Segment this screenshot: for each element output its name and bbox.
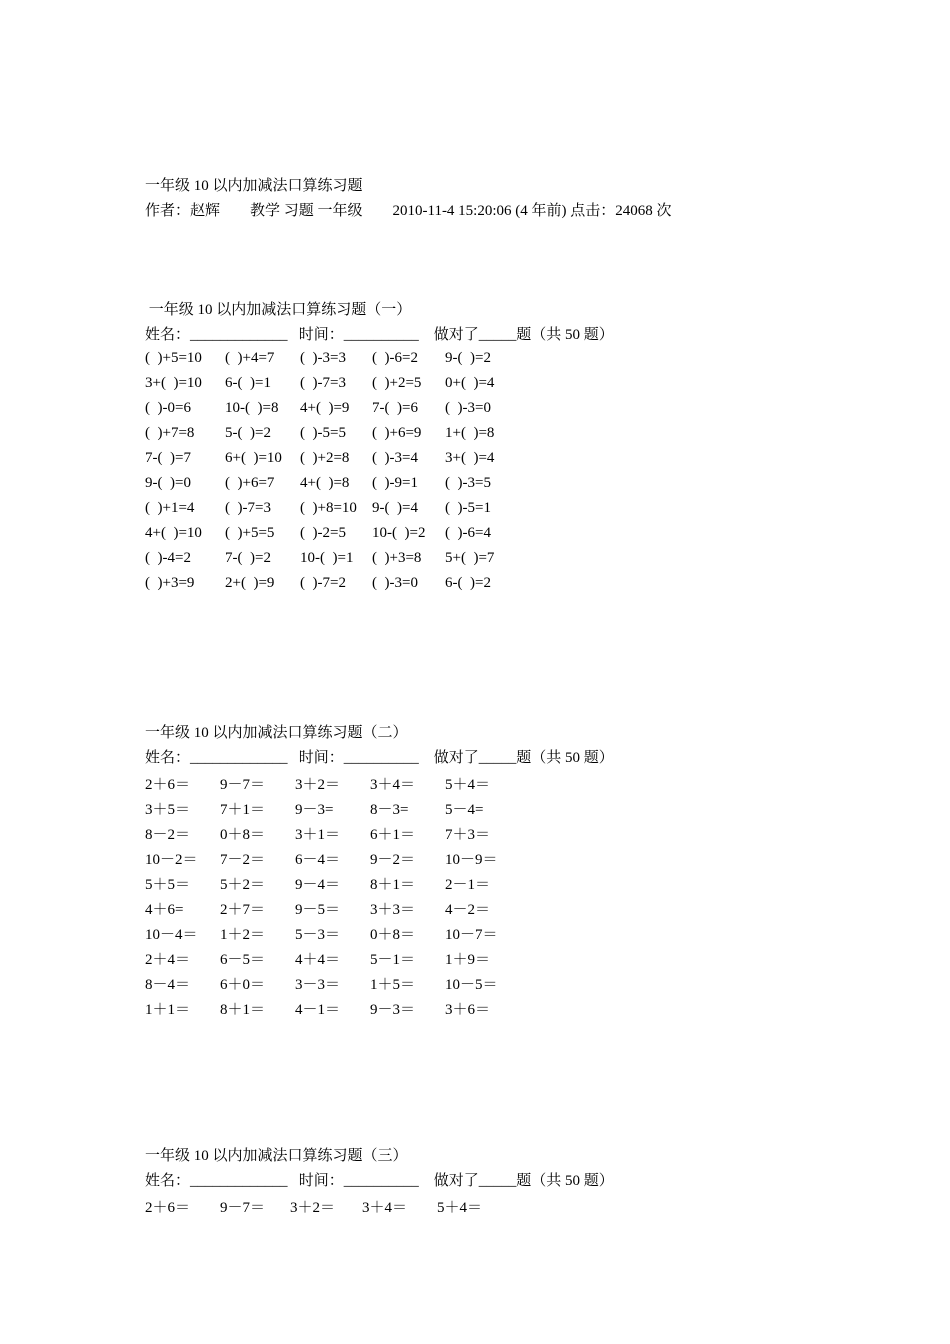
exercise-item: ( )-0=6: [145, 400, 191, 416]
exercise-item: 3＋4＝: [362, 1200, 408, 1216]
exercise-item: 8－4＝: [145, 977, 191, 993]
exercise-item: 5+( )=7: [445, 550, 495, 566]
exercise-item: 10－5＝: [445, 977, 498, 993]
exercise-item: 4－2＝: [445, 902, 491, 918]
section-title: 一年级 10 以内加减法口算练习题（三）: [145, 1148, 408, 1164]
exercise-item: 7-( )=2: [225, 550, 271, 566]
exercise-item: 3＋4＝: [370, 777, 416, 793]
exercise-item: 6－4＝: [295, 852, 341, 868]
exercise-item: 10-( )=2: [372, 525, 426, 541]
exercise-item: ( )-5=1: [445, 500, 491, 516]
exercise-item: ( )-2=5: [300, 525, 346, 541]
exercise-item: 1＋2＝: [220, 927, 266, 943]
exercise-item: ( )+3=9: [145, 575, 195, 591]
exercise-item: 5＋4＝: [445, 777, 491, 793]
exercise-item: ( )+6=9: [372, 425, 422, 441]
exercise-item: ( )+2=8: [300, 450, 350, 466]
exercise-item: 8＋1＝: [220, 1002, 266, 1018]
exercise-item: 4＋6=: [145, 902, 184, 918]
exercise-item: 6＋1＝: [370, 827, 416, 843]
exercise-item: 10-( )=8: [225, 400, 279, 416]
exercise-item: ( )-3=0: [445, 400, 491, 416]
document-meta: 作者：赵辉 教学 习题 一年级 2010-11-4 15:20:06 (4 年前) 点击：24068 次: [145, 203, 672, 219]
exercise-item: ( )+6=7: [225, 475, 275, 491]
exercise-item: 4＋4＝: [295, 952, 341, 968]
student-info-line: 姓名：_____________ 时间：__________ 做对了_____题（共 50 题）: [145, 750, 614, 766]
exercise-item: 5＋2＝: [220, 877, 266, 893]
exercise-item: 3＋5＝: [145, 802, 191, 818]
exercise-item: 4+( )=10: [145, 525, 202, 541]
section-title: 一年级 10 以内加减法口算练习题（一）: [145, 302, 412, 318]
exercise-item: 2＋6＝: [145, 1200, 191, 1216]
exercise-item: 9－3＝: [370, 1002, 416, 1018]
exercise-item: ( )+7=8: [145, 425, 195, 441]
exercise-item: 3+( )=4: [445, 450, 495, 466]
exercise-item: 0＋8＝: [370, 927, 416, 943]
exercise-item: ( )+1=4: [145, 500, 195, 516]
exercise-item: 3＋3＝: [370, 902, 416, 918]
exercise-item: 9－7＝: [220, 777, 266, 793]
exercise-item: 0+( )=4: [445, 375, 495, 391]
exercise-item: 2＋7＝: [220, 902, 266, 918]
exercise-item: ( )+5=10: [145, 350, 202, 366]
exercise-item: 6＋0＝: [220, 977, 266, 993]
exercise-item: ( )-6=2: [372, 350, 418, 366]
exercise-item: 8－3=: [370, 802, 409, 818]
exercise-item: 7＋1＝: [220, 802, 266, 818]
exercise-item: 10-( )=1: [300, 550, 354, 566]
student-info-line: 姓名：_____________ 时间：__________ 做对了_____题（共 50 题）: [145, 327, 614, 343]
exercise-item: 9－3=: [295, 802, 334, 818]
exercise-item: 1+( )=8: [445, 425, 495, 441]
exercise-item: ( )-7=3: [300, 375, 346, 391]
exercise-item: 9-( )=2: [445, 350, 491, 366]
exercise-item: 6-( )=2: [445, 575, 491, 591]
exercise-item: 8－2＝: [145, 827, 191, 843]
exercise-item: ( )-7=2: [300, 575, 346, 591]
exercise-item: 10－4＝: [145, 927, 198, 943]
exercise-item: 3＋2＝: [290, 1200, 336, 1216]
exercise-item: 3＋1＝: [295, 827, 341, 843]
exercise-item: 5－1＝: [370, 952, 416, 968]
exercise-item: ( )-9=1: [372, 475, 418, 491]
exercise-item: ( )+2=5: [372, 375, 422, 391]
exercise-item: 10－2＝: [145, 852, 198, 868]
exercise-item: 3+( )=10: [145, 375, 202, 391]
exercise-item: 9－2＝: [370, 852, 416, 868]
student-info-line: 姓名：_____________ 时间：__________ 做对了_____题（共 50 题）: [145, 1173, 614, 1189]
exercise-item: 8＋1＝: [370, 877, 416, 893]
exercise-item: ( )+8=10: [300, 500, 357, 516]
exercise-item: 7－2＝: [220, 852, 266, 868]
exercise-item: 6-( )=1: [225, 375, 271, 391]
exercise-item: 4－1＝: [295, 1002, 341, 1018]
exercise-item: 7-( )=6: [372, 400, 418, 416]
exercise-item: ( )+4=7: [225, 350, 275, 366]
exercise-item: 5＋4＝: [437, 1200, 483, 1216]
exercise-item: 10－7＝: [445, 927, 498, 943]
exercise-item: 2＋6＝: [145, 777, 191, 793]
exercise-item: ( )-4=2: [145, 550, 191, 566]
exercise-item: 1＋1＝: [145, 1002, 191, 1018]
exercise-item: ( )-3=3: [300, 350, 346, 366]
exercise-item: 6+( )=10: [225, 450, 282, 466]
exercise-item: 2+( )=9: [225, 575, 275, 591]
exercise-item: 9－7＝: [220, 1200, 266, 1216]
exercise-item: ( )-5=5: [300, 425, 346, 441]
exercise-item: 10－9＝: [445, 852, 498, 868]
exercise-item: 5－4=: [445, 802, 484, 818]
exercise-item: ( )+3=8: [372, 550, 422, 566]
exercise-item: 5＋5＝: [145, 877, 191, 893]
exercise-item: 5－3＝: [295, 927, 341, 943]
exercise-item: 3＋2＝: [295, 777, 341, 793]
exercise-item: 5-( )=2: [225, 425, 271, 441]
exercise-item: 1＋5＝: [370, 977, 416, 993]
exercise-item: 6－5＝: [220, 952, 266, 968]
exercise-item: 0＋8＝: [220, 827, 266, 843]
exercise-item: 2－1＝: [445, 877, 491, 893]
exercise-item: ( )-6=4: [445, 525, 491, 541]
exercise-item: ( )-3=5: [445, 475, 491, 491]
exercise-item: 2＋4＝: [145, 952, 191, 968]
exercise-item: 7-( )=7: [145, 450, 191, 466]
section-title: 一年级 10 以内加减法口算练习题（二）: [145, 725, 408, 741]
exercise-item: 9-( )=0: [145, 475, 191, 491]
exercise-item: 3－3＝: [295, 977, 341, 993]
exercise-item: 7＋3＝: [445, 827, 491, 843]
exercise-item: 9-( )=4: [372, 500, 418, 516]
exercise-item: 4+( )=9: [300, 400, 350, 416]
exercise-item: ( )-7=3: [225, 500, 271, 516]
exercise-item: ( )-3=4: [372, 450, 418, 466]
exercise-item: 3＋6＝: [445, 1002, 491, 1018]
exercise-item: 1＋9＝: [445, 952, 491, 968]
document-title: 一年级 10 以内加减法口算练习题: [145, 178, 363, 194]
exercise-item: ( )-3=0: [372, 575, 418, 591]
exercise-item: 4+( )=8: [300, 475, 350, 491]
exercise-item: 9－4＝: [295, 877, 341, 893]
exercise-item: ( )+5=5: [225, 525, 275, 541]
exercise-item: 9－5＝: [295, 902, 341, 918]
